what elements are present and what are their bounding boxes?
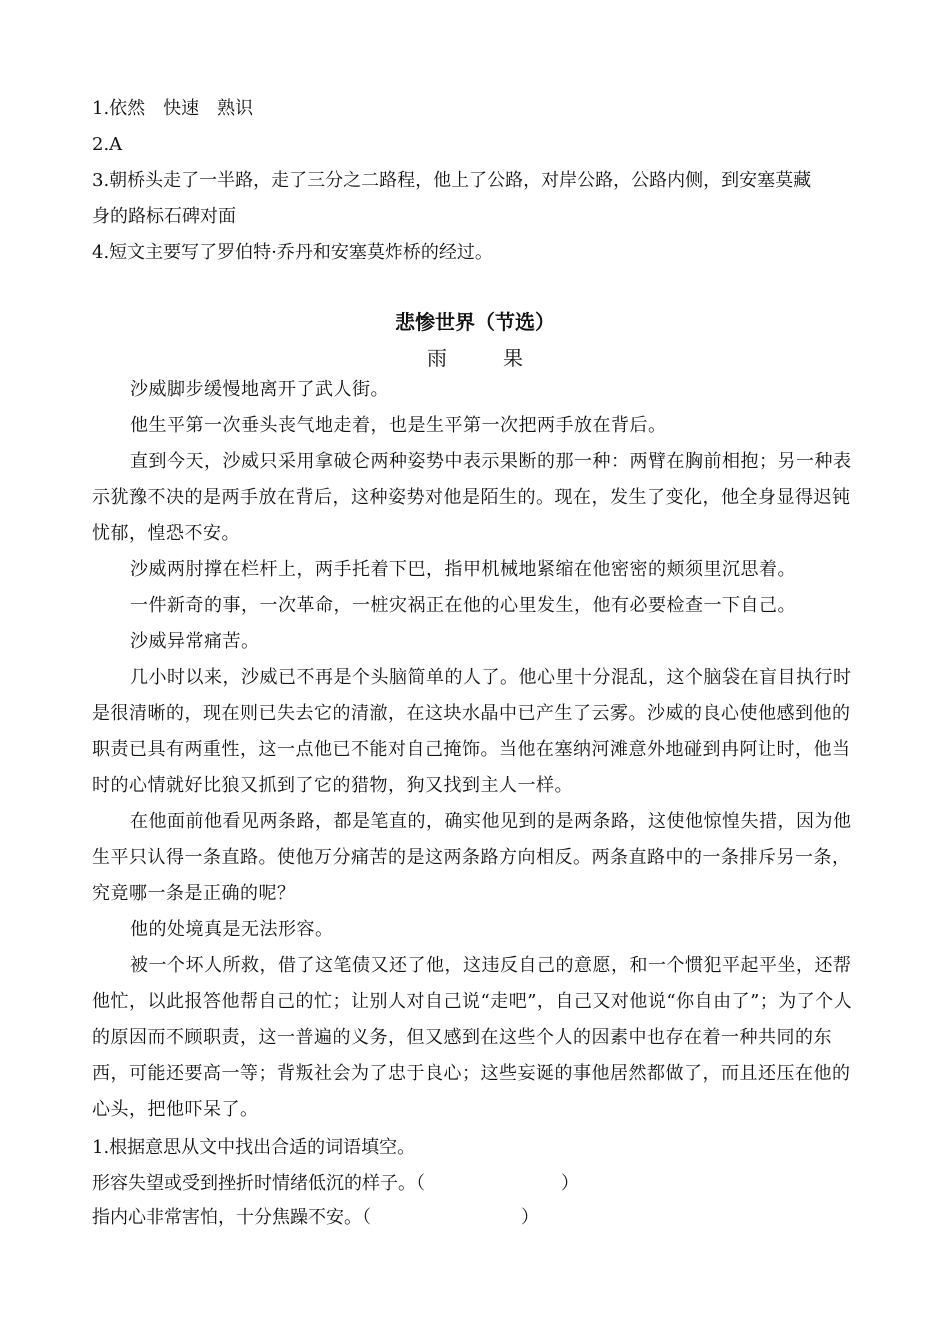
question-item-2-text: 指内心非常害怕，十分焦躁不安。（	[92, 1207, 371, 1228]
answer-line-1: 1.依然 快速 熟识	[92, 98, 254, 119]
passage-author: 雨 果	[427, 346, 541, 370]
paragraph-8: 在他面前他看见两条路，都是笔直的，确实他见到的是两条路，这使他惊惶失措，因为他生平只认得一条直路。使他万分痛苦的是这两条路方向相反。两条直路中的一条排斥另一条，究竟哪一条是正确的呢？	[92, 811, 852, 904]
question-item-1-text: 形容失望或受到挫折时情绪低沉的样子。（	[92, 1173, 425, 1194]
close-paren: ）	[561, 1173, 579, 1194]
question-1: 1.根据意思从文中找出合适的词语填空。	[92, 1137, 416, 1158]
question-1-item-1	[92, 1172, 579, 1196]
paragraph-10: 被一个坏人所救，借了这笔债又还了他，这违反自己的意愿，和一个惯犯平起平坐，还帮他忙，以此报答他帮自己的忙；让别人对自己说“走吧”，自己又对他说“你自由了”；为了个人的原因而不顾职责，这一普遍的义务，但又感到在这些个人的因素中也存在着一种共同的东西，可能还要高一等；背叛社会为了忠于良心；这些妄诞的事他居然都做了，而且还压在他的心头，把他吓呆了。	[92, 955, 853, 1120]
question-1-item-2	[92, 1206, 539, 1230]
paragraph-6: 沙威异常痛苦。	[130, 631, 260, 652]
paragraph-2: 他生平第一次垂头丧气地走着，也是生平第一次把两手放在背后。	[130, 415, 667, 436]
paragraph-9: 他的处境真是无法形容。	[130, 919, 334, 940]
answer-line-2: 2.A	[92, 134, 123, 155]
answer-line-5: 4.短文主要写了罗伯特·乔丹和安塞莫炸桥的经过。	[92, 242, 493, 263]
paragraph-3: 直到今天，沙威只采用拿破仑两种姿势中表示果断的那一种：两臂在胸前相抱；另一种表示犹豫不决的是两手放在背后，这种姿势对他是陌生的。现在，发生了变化，他全身显得迟钝忧郁，惶恐不安。	[92, 451, 852, 544]
answer-line-4: 身的路标石碑对面	[92, 206, 236, 227]
paragraph-1: 沙威脚步缓慢地离开了武人街。	[130, 379, 389, 400]
answer-line-3: 3.朝桥头走了一半路，走了三分之二路程，他上了公路，对岸公路，公路内侧，到安塞莫藏	[92, 170, 812, 191]
paragraph-5: 一件新奇的事，一次革命，一桩灾祸正在他的心里发生，他有必要检查一下自己。	[130, 595, 796, 616]
passage-title: 悲惨世界（节选）	[395, 310, 555, 334]
paragraph-7: 几小时以来，沙威已不再是个头脑简单的人了。他心里十分混乱，这个脑袋在盲目执行时是很清晰的，现在则已失去它的清澈，在这块水晶中已产生了云雾。沙威的良心使他感到他的职责已具有两重性，这一点他已不能对自己掩饰。当他在塞纳河滩意外地碰到冉阿让时，他当时的心情就好比狼又抓到了它的猎物，狗又找到主人一样。	[92, 667, 852, 796]
paragraph-4: 沙威两肘撑在栏杆上，两手托着下巴，指甲机械地紧缩在他密密的颊须里沉思着。	[130, 559, 796, 580]
close-paren: ）	[521, 1207, 539, 1228]
